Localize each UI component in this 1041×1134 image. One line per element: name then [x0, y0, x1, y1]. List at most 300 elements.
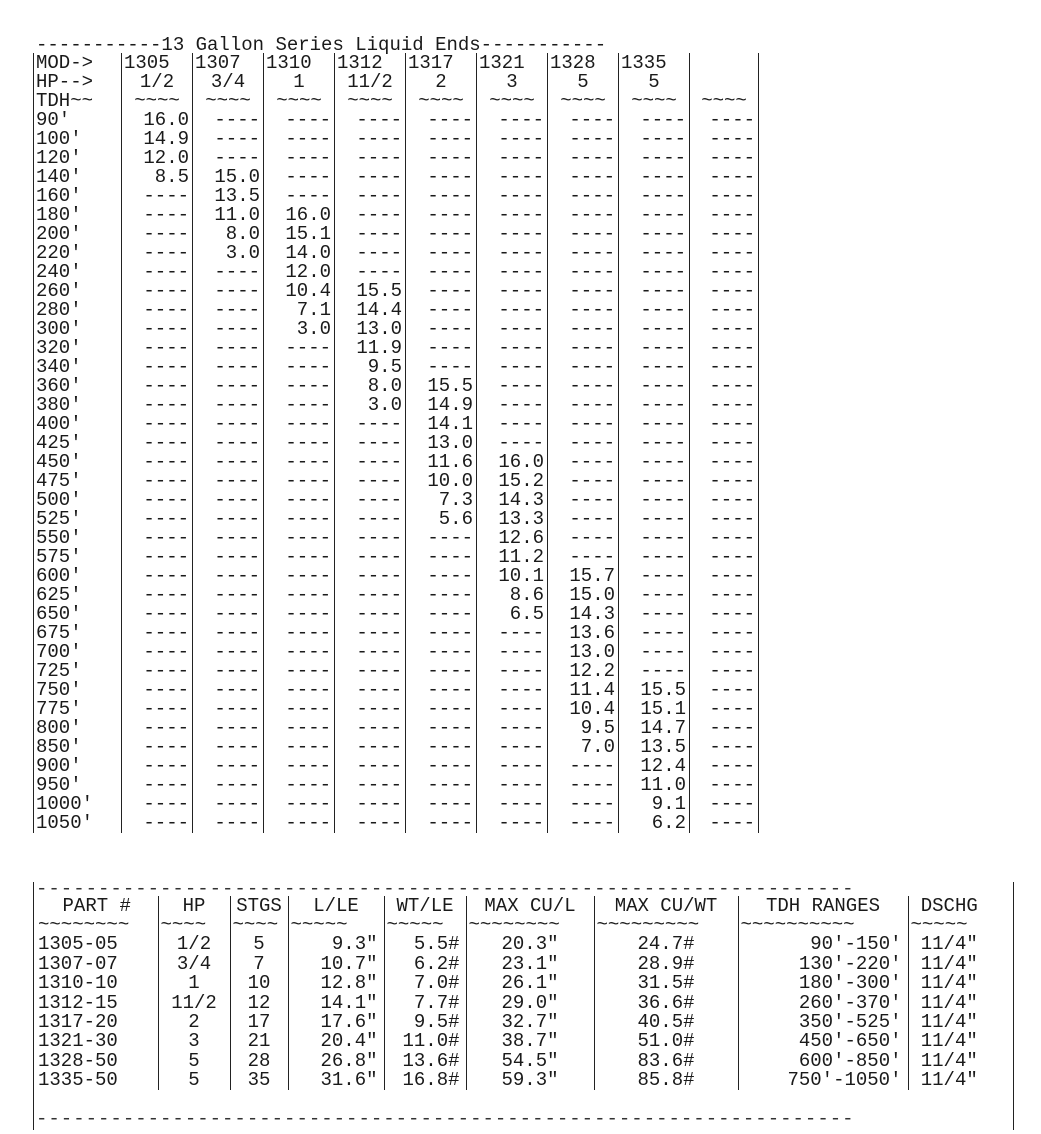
flow-cell: ---- — [477, 681, 548, 700]
flow-cell: ---- — [335, 566, 406, 585]
flow-cell: ---- — [619, 490, 690, 509]
flow-cell: ---- — [548, 528, 619, 547]
tdh-label: TDH~~ — [34, 91, 122, 110]
parts-cell: 12 — [230, 993, 288, 1012]
flow-cell: ---- — [193, 490, 264, 509]
flow-cell: ---- — [690, 585, 759, 604]
flow-cell: ---- — [264, 642, 335, 661]
flow-cell: ---- — [690, 528, 759, 547]
flow-cell: 10.1 — [477, 566, 548, 585]
flow-cell: 12.4 — [619, 757, 690, 776]
tdh-cell: 900' — [34, 757, 122, 776]
flow-cell: 15.0 — [193, 167, 264, 186]
flow-cell: ---- — [335, 490, 406, 509]
flow-cell: ---- — [193, 738, 264, 757]
model-cell: 1310 — [264, 53, 335, 72]
flow-cell: ---- — [619, 414, 690, 433]
parts-tilde-cell: ~~~~~~~~~~ — [738, 915, 908, 934]
flow-cell: ---- — [477, 776, 548, 795]
parts-header-cell: WT/LE — [384, 896, 466, 915]
flow-cell: ---- — [122, 719, 193, 738]
parts-tilde-cell: ~~~~ — [230, 915, 288, 934]
flow-cell: ---- — [406, 148, 477, 167]
flow-cell: ---- — [122, 509, 193, 528]
tdh-cell: 260' — [34, 281, 122, 300]
hp-cell: 1/2 — [122, 72, 193, 91]
flow-cell: ---- — [619, 528, 690, 547]
flow-cell: ---- — [122, 604, 193, 623]
parts-cell: 29.0" — [466, 993, 594, 1012]
flow-cell: ---- — [406, 700, 477, 719]
parts-cell: 11/4" — [908, 993, 990, 1012]
flow-cell: ---- — [122, 757, 193, 776]
flow-cell: 14.7 — [619, 719, 690, 738]
tdh-row — [34, 528, 759, 547]
parts-cell: 3/4 — [158, 954, 230, 973]
flow-cell: ---- — [690, 757, 759, 776]
flow-cell: ---- — [406, 110, 477, 129]
flow-cell: ---- — [690, 547, 759, 566]
tdh-row — [34, 681, 759, 700]
flow-cell: ---- — [619, 662, 690, 681]
flow-cell: ---- — [690, 814, 759, 833]
flow-cell: 8.5 — [122, 167, 193, 186]
tdh-row — [34, 566, 759, 585]
flow-cell: ---- — [690, 376, 759, 395]
flow-cell: 12.0 — [122, 148, 193, 167]
flow-cell: 13.0 — [548, 642, 619, 661]
flow-cell: ---- — [690, 509, 759, 528]
parts-tilde-cell: ~~~~~~~~ — [466, 915, 594, 934]
flow-cell: ---- — [335, 814, 406, 833]
flow-cell: ---- — [406, 224, 477, 243]
parts-cell: 1335-50 — [38, 1069, 118, 1092]
flow-cell: ---- — [335, 776, 406, 795]
mod-label: MOD-> — [34, 53, 122, 72]
flow-cell: ---- — [264, 129, 335, 148]
flow-cell: ---- — [193, 623, 264, 642]
tdh-cell: 380' — [34, 395, 122, 414]
parts-cell: 350'-525' — [738, 1012, 908, 1031]
parts-cell: 28 — [230, 1051, 288, 1070]
flow-cell: ---- — [193, 281, 264, 300]
tdh-header-row — [34, 91, 759, 110]
tdh-cell: 360' — [34, 376, 122, 395]
flow-cell: ---- — [335, 604, 406, 623]
parts-cell: 6.2# — [384, 954, 466, 973]
parts-cell: 90'-150' — [738, 935, 908, 954]
flow-cell: ---- — [477, 623, 548, 642]
model-cell: 1328 — [548, 53, 619, 72]
parts-row — [36, 1071, 990, 1090]
flow-cell: ---- — [335, 547, 406, 566]
flow-cell: 11.2 — [477, 547, 548, 566]
parts-cell: 20.3" — [466, 935, 594, 954]
flow-cell: ---- — [193, 642, 264, 661]
flow-cell: ---- — [619, 471, 690, 490]
flow-cell: ---- — [335, 243, 406, 262]
flow-cell: ---- — [477, 186, 548, 205]
flow-cell: ---- — [690, 338, 759, 357]
flow-cell: ---- — [619, 243, 690, 262]
parts-cell: 20.4" — [288, 1032, 384, 1051]
flow-cell: ---- — [193, 471, 264, 490]
flow-cell: ---- — [690, 642, 759, 661]
tdh-cell: 725' — [34, 662, 122, 681]
flow-cell: ---- — [690, 738, 759, 757]
parts-header-cell: PART # — [62, 894, 131, 917]
flow-cell: ---- — [548, 281, 619, 300]
flow-cell: ---- — [548, 376, 619, 395]
parts-cell: 180'-300' — [738, 974, 908, 993]
flow-cell: 12.6 — [477, 528, 548, 547]
flow-cell: ---- — [335, 681, 406, 700]
flow-cell: ---- — [264, 148, 335, 167]
parts-cell: 600'-850' — [738, 1051, 908, 1070]
flow-cell: ---- — [122, 738, 193, 757]
parts-row — [36, 954, 990, 973]
tdh-cell: 600' — [34, 566, 122, 585]
flow-cell: ---- — [264, 776, 335, 795]
flow-cell: ---- — [619, 452, 690, 471]
parts-cell: 36.6# — [594, 993, 738, 1012]
flow-cell: ---- — [619, 604, 690, 623]
flow-cell: ---- — [122, 490, 193, 509]
tdh-cell: 475' — [34, 471, 122, 490]
tdh-cell: 1050' — [34, 814, 122, 833]
flow-cell: ---- — [264, 662, 335, 681]
flow-cell: ---- — [264, 547, 335, 566]
tdh-cell: 850' — [34, 738, 122, 757]
flow-cell: ---- — [122, 224, 193, 243]
parts-row — [36, 993, 990, 1012]
tdh-row — [34, 776, 759, 795]
flow-cell: 13.6 — [548, 623, 619, 642]
model-cell: 1321 — [477, 53, 548, 72]
flow-cell: ---- — [406, 357, 477, 376]
parts-cell: 11/4" — [908, 954, 990, 973]
model-row — [34, 53, 759, 72]
flow-cell: 11.0 — [619, 776, 690, 795]
tdh-cell: 320' — [34, 338, 122, 357]
flow-cell: ---- — [477, 338, 548, 357]
flow-cell: ---- — [335, 452, 406, 471]
flow-cell: ---- — [619, 623, 690, 642]
flow-cell: ---- — [548, 776, 619, 795]
tdh-row — [34, 376, 759, 395]
flow-cell: ---- — [193, 700, 264, 719]
flow-cell: 11.4 — [548, 681, 619, 700]
flow-cell: ---- — [264, 585, 335, 604]
tdh-row — [34, 129, 759, 148]
tdh-cell: 280' — [34, 300, 122, 319]
tdh-row — [34, 604, 759, 623]
tdh-row — [34, 471, 759, 490]
flow-cell: ---- — [548, 509, 619, 528]
flow-cell: 14.1 — [406, 414, 477, 433]
flow-cell: ---- — [122, 281, 193, 300]
flow-cell: 16.0 — [477, 452, 548, 471]
flow-cell: ---- — [193, 414, 264, 433]
tdh-cell: 160' — [34, 186, 122, 205]
flow-cell: ---- — [406, 604, 477, 623]
flow-cell: ---- — [193, 452, 264, 471]
flow-cell: ---- — [193, 319, 264, 338]
parts-header-cell: STGS — [230, 896, 288, 915]
flow-cell: 11.9 — [335, 338, 406, 357]
flow-cell: ---- — [690, 662, 759, 681]
parts-cell: 21 — [230, 1032, 288, 1051]
flow-cell: 14.9 — [406, 395, 477, 414]
tilde-cell: ~~~~ — [477, 91, 548, 110]
flow-cell: ---- — [477, 243, 548, 262]
flow-cell: ---- — [690, 148, 759, 167]
flow-cell: 16.0 — [122, 110, 193, 129]
flow-cell: ---- — [406, 262, 477, 281]
parts-cell: 28.9# — [594, 954, 738, 973]
flow-cell: ---- — [264, 395, 335, 414]
flow-cell: ---- — [264, 167, 335, 186]
flow-cell: ---- — [122, 642, 193, 661]
flow-cell: ---- — [193, 776, 264, 795]
parts-cell: 59.3" — [466, 1071, 594, 1090]
flow-cell: ---- — [122, 776, 193, 795]
parts-header-cell: MAX CU/L — [466, 896, 594, 915]
flow-cell: ---- — [335, 414, 406, 433]
tdh-cell: 450' — [34, 452, 122, 471]
parts-tilde-cell: ~~~~~~~~ — [38, 914, 130, 937]
flow-cell: 10.0 — [406, 471, 477, 490]
parts-tilde-cell: ~~~~~ — [384, 915, 466, 934]
parts-cell: 260'-370' — [738, 993, 908, 1012]
flow-cell: ---- — [122, 681, 193, 700]
parts-cell: 11/4" — [908, 1051, 990, 1070]
flow-cell: ---- — [406, 547, 477, 566]
flow-cell: ---- — [122, 566, 193, 585]
flow-cell: ---- — [406, 167, 477, 186]
flow-cell: ---- — [335, 623, 406, 642]
hp-cell: 11/2 — [335, 72, 406, 91]
flow-cell: ---- — [335, 528, 406, 547]
flow-cell: ---- — [690, 700, 759, 719]
tdh-cell: 400' — [34, 414, 122, 433]
flow-cell: ---- — [122, 319, 193, 338]
tdh-cell: 1000' — [34, 795, 122, 814]
flow-cell: ---- — [690, 205, 759, 224]
flow-cell: ---- — [619, 281, 690, 300]
flow-cell: ---- — [193, 662, 264, 681]
flow-cell: ---- — [619, 509, 690, 528]
tdh-row — [34, 167, 759, 186]
tdh-row — [34, 585, 759, 604]
tdh-cell: 100' — [34, 129, 122, 148]
flow-cell: ---- — [193, 528, 264, 547]
flow-cell: ---- — [264, 623, 335, 642]
parts-cell: 1 — [158, 974, 230, 993]
flow-cell: 13.5 — [619, 738, 690, 757]
flow-cell: ---- — [193, 376, 264, 395]
flow-cell: ---- — [619, 262, 690, 281]
flow-cell: 8.0 — [193, 224, 264, 243]
parts-cell: 2 — [158, 1012, 230, 1031]
flow-cell: ---- — [406, 338, 477, 357]
flow-cell: ---- — [690, 471, 759, 490]
flow-cell: ---- — [548, 433, 619, 452]
parts-cell: 85.8# — [594, 1071, 738, 1090]
parts-cell: 16.8# — [384, 1071, 466, 1090]
parts-row — [36, 974, 990, 993]
flow-cell: ---- — [406, 623, 477, 642]
flow-cell: ---- — [548, 814, 619, 833]
flow-cell: ---- — [548, 167, 619, 186]
parts-tilde-cell: ~~~~~ — [288, 915, 384, 934]
parts-cell: 1328-50 — [38, 1049, 118, 1072]
flow-cell: ---- — [335, 719, 406, 738]
tilde-cell: ~~~~ — [690, 91, 759, 110]
tdh-cell: 550' — [34, 528, 122, 547]
flow-cell: 12.2 — [548, 662, 619, 681]
model-cell: 1312 — [335, 53, 406, 72]
parts-cell: 83.6# — [594, 1051, 738, 1070]
flow-cell: 15.1 — [619, 700, 690, 719]
flow-cell: 15.0 — [548, 585, 619, 604]
flow-cell: 9.5 — [548, 719, 619, 738]
flow-cell: ---- — [690, 452, 759, 471]
tilde-cell: ~~~~ — [619, 91, 690, 110]
flow-cell: 14.3 — [548, 604, 619, 623]
flow-cell: ---- — [548, 224, 619, 243]
flow-cell: ---- — [335, 757, 406, 776]
flow-cell: ---- — [193, 795, 264, 814]
parts-cell: 1317-20 — [38, 1011, 118, 1034]
flow-cell: ---- — [619, 319, 690, 338]
parts-cell: 11.0# — [384, 1032, 466, 1051]
tdh-row — [34, 814, 759, 833]
hp-cell — [690, 72, 759, 91]
flow-cell: 10.4 — [264, 281, 335, 300]
tdh-cell: 180' — [34, 205, 122, 224]
flow-cell: ---- — [690, 795, 759, 814]
flow-cell: ---- — [690, 281, 759, 300]
parts-cell: 11/2 — [158, 993, 230, 1012]
hp-cell: 5 — [548, 72, 619, 91]
parts-cell: 13.6# — [384, 1051, 466, 1070]
tdh-row — [34, 547, 759, 566]
flow-cell: 9.5 — [335, 357, 406, 376]
tdh-row — [34, 509, 759, 528]
flow-cell: ---- — [477, 376, 548, 395]
tdh-row — [34, 623, 759, 642]
parts-cell: 11/4" — [908, 1071, 990, 1090]
flow-cell: ---- — [335, 129, 406, 148]
flow-cell: 11.6 — [406, 452, 477, 471]
flow-cell: ---- — [619, 338, 690, 357]
parts-tilde-row — [36, 915, 990, 934]
flow-cell: ---- — [193, 148, 264, 167]
flow-cell: ---- — [264, 604, 335, 623]
flow-cell: ---- — [122, 471, 193, 490]
flow-cell: ---- — [548, 357, 619, 376]
tdh-row — [34, 395, 759, 414]
flow-cell: ---- — [477, 319, 548, 338]
flow-cell: ---- — [548, 186, 619, 205]
flow-cell: ---- — [193, 509, 264, 528]
flow-cell: 15.7 — [548, 566, 619, 585]
flow-cell: ---- — [122, 433, 193, 452]
parts-header-cell: MAX CU/WT — [594, 896, 738, 915]
flow-cell: ---- — [690, 129, 759, 148]
flow-cell: ---- — [406, 186, 477, 205]
tdh-cell: 90' — [34, 110, 122, 129]
flow-cell: ---- — [335, 205, 406, 224]
flow-cell: ---- — [264, 681, 335, 700]
flow-cell: ---- — [193, 681, 264, 700]
parts-cell: 1/2 — [158, 935, 230, 954]
flow-cell: ---- — [193, 110, 264, 129]
tilde-cell: ~~~~ — [548, 91, 619, 110]
parts-cell: 51.0# — [594, 1032, 738, 1051]
flow-cell: ---- — [477, 433, 548, 452]
flow-cell: ---- — [264, 528, 335, 547]
flow-cell: ---- — [264, 433, 335, 452]
parts-cell: 7.7# — [384, 993, 466, 1012]
flow-cell: ---- — [548, 129, 619, 148]
flow-cell: ---- — [690, 262, 759, 281]
flow-cell: ---- — [477, 357, 548, 376]
parts-cell: 31.6" — [288, 1071, 384, 1090]
parts-cell: 31.5# — [594, 974, 738, 993]
flow-cell: ---- — [193, 300, 264, 319]
flow-cell: ---- — [406, 776, 477, 795]
tilde-cell: ~~~~ — [122, 91, 193, 110]
flow-cell: ---- — [548, 148, 619, 167]
flow-cell: ---- — [335, 662, 406, 681]
flow-cell: ---- — [335, 700, 406, 719]
flow-cell: ---- — [122, 795, 193, 814]
flow-cell: ---- — [690, 395, 759, 414]
flow-cell: ---- — [477, 110, 548, 129]
flow-cell: ---- — [335, 110, 406, 129]
flow-cell: 10.4 — [548, 700, 619, 719]
flow-cell: ---- — [335, 509, 406, 528]
model-cell: 1307 — [193, 53, 264, 72]
tilde-cell: ~~~~ — [335, 91, 406, 110]
flow-cell: 13.3 — [477, 509, 548, 528]
flow-cell: 13.5 — [193, 186, 264, 205]
flow-cell: ---- — [335, 738, 406, 757]
flow-cell: ---- — [264, 719, 335, 738]
flow-cell: ---- — [619, 433, 690, 452]
hp-cell: 3/4 — [193, 72, 264, 91]
flow-cell: ---- — [122, 414, 193, 433]
tdh-cell: 525' — [34, 509, 122, 528]
flow-cell: ---- — [264, 338, 335, 357]
tdh-row — [34, 319, 759, 338]
flow-cell: ---- — [548, 319, 619, 338]
flow-cell: ---- — [548, 395, 619, 414]
flow-cell: 14.9 — [122, 129, 193, 148]
flow-cell: 3.0 — [335, 395, 406, 414]
flow-cell: ---- — [264, 757, 335, 776]
flow-cell: ---- — [690, 566, 759, 585]
flow-cell: ---- — [548, 757, 619, 776]
tdh-row — [34, 205, 759, 224]
flow-cell: ---- — [264, 566, 335, 585]
flow-cell: ---- — [122, 662, 193, 681]
flow-cell: ---- — [264, 738, 335, 757]
flow-cell: 14.3 — [477, 490, 548, 509]
tdh-cell: 575' — [34, 547, 122, 566]
